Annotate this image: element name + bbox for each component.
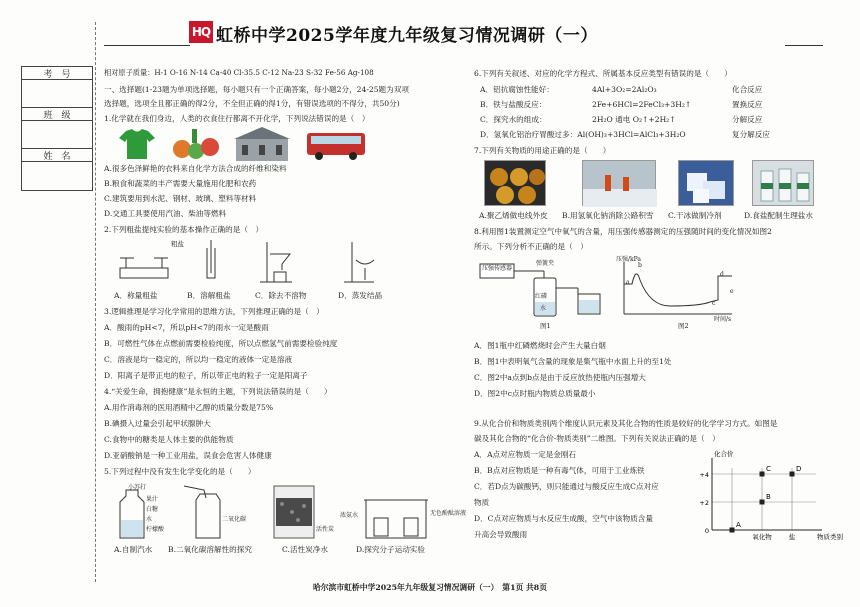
q2-crude-salt-label: 粗盐 xyxy=(171,240,184,248)
q1-image-bus xyxy=(305,127,367,161)
q9-option-a: A．A点对应物质一定是金刚石 xyxy=(474,450,577,459)
fig2-xlabel: 时间/s xyxy=(714,316,732,323)
q2-apparatus-figure xyxy=(112,238,382,288)
q6-a-desc: A．铝抗腐蚀性能好： xyxy=(480,85,554,94)
class-label: 班 级 xyxy=(22,108,92,121)
q4-option-b: B.碘摄入过量会引起甲状腺肿大 xyxy=(104,419,211,428)
q6-d-type: 复分解反应 xyxy=(732,130,770,139)
q7-image-cable xyxy=(484,160,546,206)
question-8-line-2: 所示。下列分析不正确的是（ ） xyxy=(474,242,588,251)
school-logo: HQ xyxy=(189,21,213,43)
q1-image-shirt xyxy=(118,127,156,161)
q9-option-b: B．B点对应物质是一种有毒气体，可用于工业炼铁 xyxy=(474,466,645,475)
chart-x-tick-label: 盐 xyxy=(788,533,796,541)
q1-option-a: A.很多色泽鲜艳的衣料来自化学方法合成的纤维和染料 xyxy=(104,164,287,173)
q6-a-equation: 4Al+3O₂=2Al₂O₃ xyxy=(592,85,657,94)
q5-label-activated-carbon: 活性炭 xyxy=(316,526,335,533)
q5-option-c: C.活性炭净水 xyxy=(282,545,328,554)
question-7: 7.下列有关物质的用途正确的是（ ） xyxy=(474,146,611,155)
chart-point-label-a: A xyxy=(736,521,741,529)
chart-point-label-d: D xyxy=(796,465,802,473)
question-4: 4.“关爱生命，拥抱健康”是永恒的主题，下列说法错误的是（ ） xyxy=(104,387,332,396)
question-5: 5.下列过程中没有发生化学变化的是（ ） xyxy=(104,467,256,476)
q6-a-type: 化合反应 xyxy=(732,85,763,94)
q3-option-d: D．阳离子是带正电的粒子，所以带正电的粒子一定是阳离子 xyxy=(104,371,308,380)
q5-label-water: 水 xyxy=(146,516,153,523)
q5-label-baking-soda: 小苏打 xyxy=(128,484,147,491)
q7-image-dry-ice xyxy=(678,160,734,206)
q1-option-c: C.建筑要用到水泥、钢材、玻璃、塑料等材料 xyxy=(104,194,257,203)
question-1: 1.化学就在我们身边，人类的衣食住行都离不开化学，下列说法错误的是（ ） xyxy=(104,114,370,123)
valence-category-chart xyxy=(690,450,843,546)
name-field[interactable] xyxy=(22,162,92,190)
q1-image-building xyxy=(232,125,292,161)
question-8-line-1: 8.利用图1装置测定空气中氧气的含量，用压强传感器测定的压强随时间的变化情况如图2 xyxy=(474,227,772,236)
fig2-point-c: c xyxy=(712,300,716,307)
q7-option-d: D.食盐配制生理盐水 xyxy=(744,211,813,220)
q9-option-d-line-1: D．C点对应物质与水反应生成酸，空气中该物质含量 xyxy=(474,514,653,523)
chart-point-label-b: B xyxy=(766,493,771,501)
header-right-rule xyxy=(785,45,823,46)
student-info-box xyxy=(21,66,93,191)
q7-option-c: C.干冰做制冷剂 xyxy=(668,211,722,220)
q8-figure-2 xyxy=(610,258,740,322)
fig1-caption: 图1 xyxy=(540,322,551,330)
fig2-point-b: b xyxy=(638,262,642,269)
q5-option-b: B.二氧化碳溶解性的探究 xyxy=(168,545,252,554)
q5-label-citric-acid: 柠檬酸 xyxy=(146,526,165,533)
q6-c-equation: 2H₂O 通电 O₂↑+2H₂↑ xyxy=(592,115,676,124)
q6-b-type: 置换反应 xyxy=(732,100,763,109)
page-title: 虹桥中学2025学年度九年级复习情况调研（一） xyxy=(216,26,598,46)
q8-option-a: A．图1瓶中红磷燃烧时会产生大量白烟 xyxy=(474,341,606,350)
chart-y-tick-label: 0 xyxy=(704,527,709,535)
chart-y-tick-label: +2 xyxy=(699,499,709,507)
exam-number-label: 考 号 xyxy=(22,67,92,80)
q2-option-d: D．蒸发结晶 xyxy=(338,291,383,300)
chart-point-label-c: C xyxy=(766,465,771,473)
fig2-point-e: e xyxy=(730,288,734,295)
q9-option-c-line-1: C．若D点为碳酸钙，则只能通过与酸反应生成C点对应 xyxy=(474,482,659,491)
q7-image-snow-road xyxy=(582,160,656,206)
name-label: 姓 名 xyxy=(22,149,92,162)
header-left-rule xyxy=(104,45,190,46)
q7-option-a: A.聚乙烯做电线外皮 xyxy=(479,211,548,220)
fig2-point-a: a xyxy=(626,279,630,286)
q9-option-c-line-2: 物质 xyxy=(474,498,490,507)
atomic-mass-line: 相对原子质量：H-1 O-16 N-14 Ca-40 Cl-35.5 C-12 Na-23 S-32 Fe-56 Ag-108 xyxy=(104,68,374,77)
q8-option-c: C．图2中a点到b点是由于反应放热使瓶内压强增大 xyxy=(474,373,646,382)
q6-d-desc: D．氢氧化铝治疗胃酸过多：Al(OH)₃+3HCl=AlCl₃+3H₂O xyxy=(480,130,686,139)
q3-option-c: C．溶液是均一稳定的，所以均一稳定的液体一定是溶液 xyxy=(104,355,293,364)
fig1-label-sensor: 压强传感器 xyxy=(482,265,513,272)
chart-point-c xyxy=(760,472,765,477)
q5-label-sugar: 白糖 xyxy=(146,506,159,513)
q5-label-phenolphthalein: 无色酚酞溶液 xyxy=(430,510,467,517)
q4-option-c: C.食物中的糖类是人体主要的供能物质 xyxy=(104,435,234,444)
fig2-ylabel: 压强/kPa xyxy=(616,256,642,263)
q5-label-ammonia: 浓氨水 xyxy=(340,512,359,519)
q9-option-d-line-2: 升高会导致酸雨 xyxy=(474,530,528,539)
fig1-label-clip: 弹簧夹 xyxy=(536,260,555,267)
section-intro-2: 选择题，选项全且都正确的得2分，不全但正确的得1分，有错误选项的不得分，共50分) xyxy=(104,99,400,108)
fig1-label-phosphorus: 红磷 xyxy=(535,293,548,300)
q1-option-b: B.粮食和蔬菜的丰产需要大量施用化肥和农药 xyxy=(104,179,257,188)
q3-option-a: A．酸雨的pH<7，所以pH<7的雨水一定是酸雨 xyxy=(104,323,269,332)
chart-y-tick-label: +4 xyxy=(699,471,709,479)
q5-option-d: D.探究分子运动实验 xyxy=(356,545,425,554)
q8-option-b: B．图1中表明氧气含量的现象是集气瓶中水面上升的至1处 xyxy=(474,357,672,366)
section-intro-1: 一、选择题(1-23题为单项选择题，每小题只有一个正确答案，每小题2分，24-25题为双项 xyxy=(104,85,409,94)
question-2: 2.下列粗盐提纯实验的基本操作正确的是（ ） xyxy=(104,225,264,234)
page-footer: 哈尔滨市虹桥中学2025年九年级复习情况调研（一） 第1页 共8页 xyxy=(312,583,548,592)
chart-point-d xyxy=(790,472,795,477)
fig1-label-water: 水 xyxy=(540,305,547,312)
exam-number-field[interactable] xyxy=(22,80,92,108)
q2-option-c: C．除去不溶物 xyxy=(255,291,307,300)
question-9-line-1: 9.从化合价和物质类别两个维度认识元素及其化合物的性质是较好的化学学习方式。如图是 xyxy=(474,419,778,428)
question-6: 6.下列有关叙述、对应的化学方程式、所属基本反应类型有错误的是（ ） xyxy=(474,69,732,78)
chart-point-b xyxy=(760,500,765,505)
chart-point-a xyxy=(730,528,735,533)
q6-c-desc: C．探究水的组成： xyxy=(480,115,547,124)
class-field[interactable] xyxy=(22,121,92,149)
question-9-line-2: 碳及其化合物的“化合价-物质类别”二维图。下列有关说法正确的是（ ） xyxy=(474,434,720,443)
question-3: 3.逻辑推理是学习化学常用的思维方法，下列推理正确的是（ ） xyxy=(104,307,324,316)
fig2-point-d: d xyxy=(720,271,724,278)
q8-option-d: D．图2中c点时瓶内物质总质量最小 xyxy=(474,389,596,398)
q1-option-d: D.交通工具要使用汽油、柴油等燃料 xyxy=(104,209,227,218)
q5-option-a: A.自制汽水 xyxy=(114,545,153,554)
binding-line xyxy=(95,22,96,582)
q3-option-b: B．可燃性气体在点燃前需要检验纯度，所以点燃氢气前需要检验纯度 xyxy=(104,339,338,348)
chart-x-tick-label: 氧化物 xyxy=(752,533,772,541)
q5-label-juice: 果汁 xyxy=(146,496,159,503)
chart-x-axis-label: 物质类别 xyxy=(817,533,843,541)
q7-image-saline xyxy=(752,160,814,206)
q5-label-co2: 二氧化碳 xyxy=(222,516,247,523)
chart-y-axis-label: 化合价 xyxy=(714,450,734,458)
q2-option-b: B．溶解粗盐 xyxy=(187,291,231,300)
q6-b-desc: B．铁与盐酸反应： xyxy=(480,100,547,109)
fig2-caption: 图2 xyxy=(678,322,689,330)
q1-image-vegetables xyxy=(170,127,222,161)
q6-c-type: 分解反应 xyxy=(732,115,763,124)
q6-b-equation: 2Fe+6HCl=2FeCl₃+3H₂↑ xyxy=(592,100,692,109)
q4-option-d: D.亚硝酸钠是一种工业用盐，误食会危害人体健康 xyxy=(104,451,272,460)
q2-option-a: A．称量粗盐 xyxy=(114,291,158,300)
q7-option-b: B.用氢氧化钠消除公路积雪 xyxy=(562,211,654,220)
q4-option-a: A.用作消毒剂的医用酒精中乙醇的质量分数是75% xyxy=(104,403,274,412)
